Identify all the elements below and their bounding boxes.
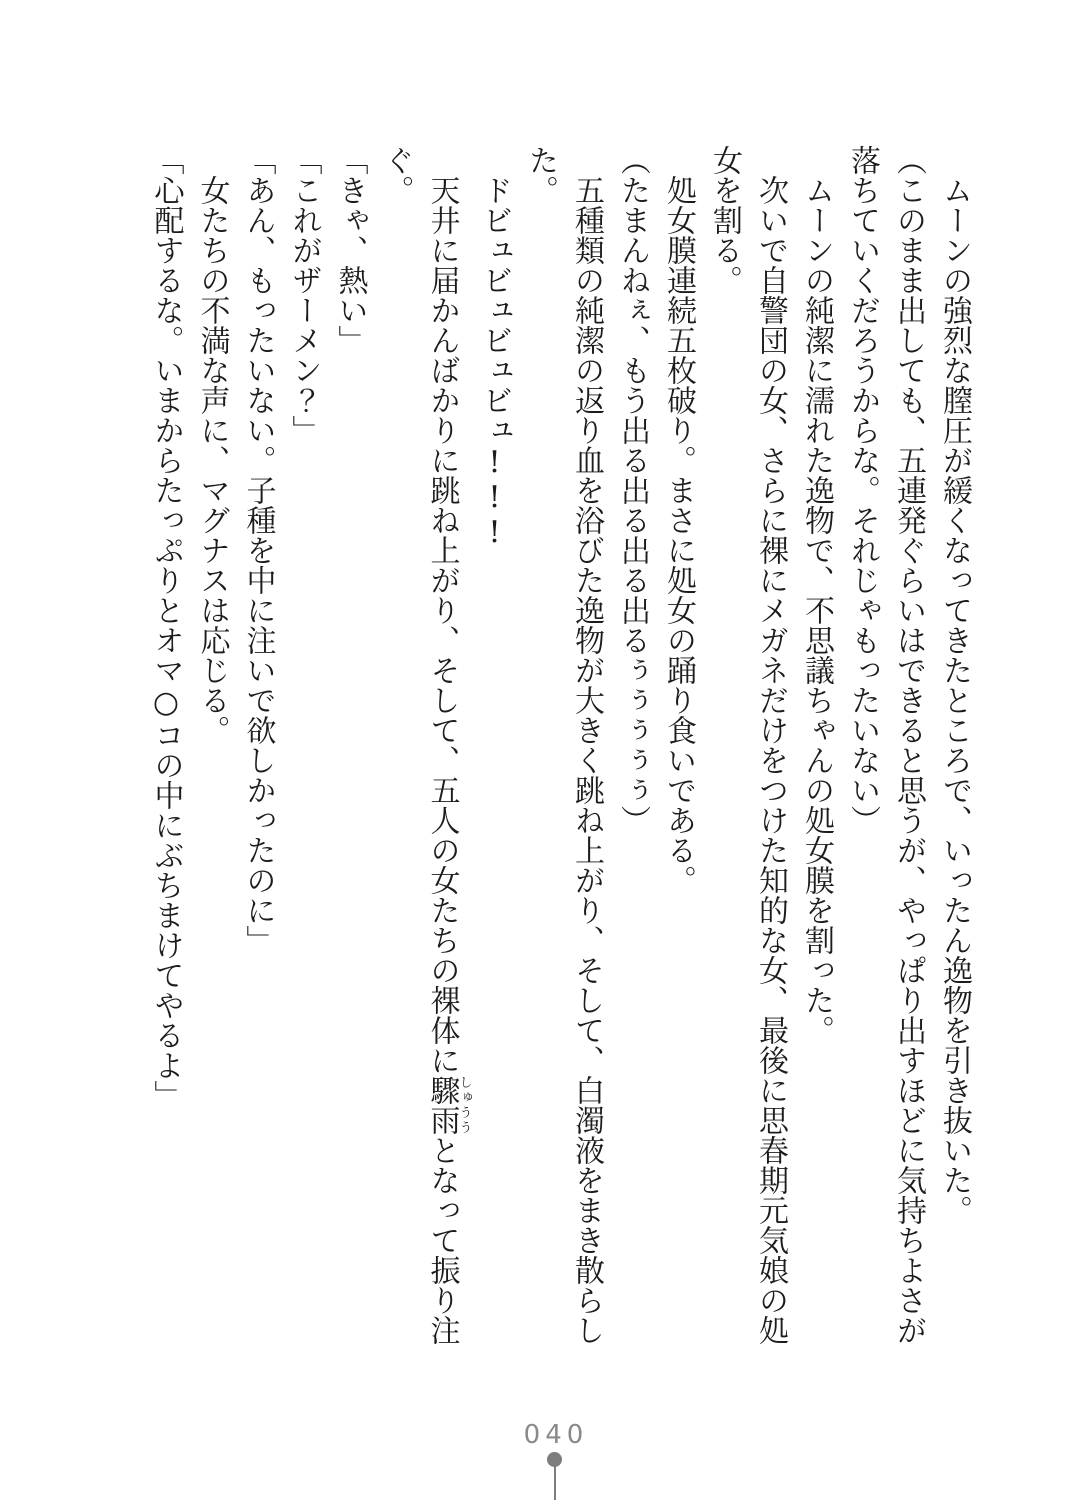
paragraph-narration: 五種類の純潔の返り血を浴びた逸物が大きく跳ね上がり、そして、白濁液をまき散らした。 bbox=[523, 145, 604, 1345]
footer-rule-line bbox=[554, 1464, 556, 1500]
paragraph-narration: 女たちの不満な声に、マグナスは応じる。 bbox=[194, 175, 230, 745]
paragraph-dialogue: 「きゃ、熱い」 bbox=[332, 145, 368, 355]
paragraph-sfx: ドビュビュビュビュ!!! bbox=[477, 175, 512, 550]
paragraph-narration: ムーンの純潔に濡れた逸物で、不思議ちゃんの処女膜を割った。 bbox=[799, 175, 834, 1045]
paragraph-thought: （たまんねぇ、もう出る出る出る出るぅぅぅぅぅ） bbox=[615, 145, 650, 835]
paragraph-dialogue: 「これがザーメン？」 bbox=[286, 145, 322, 445]
text-block bbox=[143, 145, 978, 1345]
paragraph-narration: ムーンの強烈な膣圧が緩くなってきたところで、いったん逸物を引き抜いた。 bbox=[937, 175, 972, 1225]
page-number: 040 bbox=[523, 1420, 589, 1450]
paragraph-narration: 天井に届かんばかりに跳ね上がり、そして、五人の女たちの裸体に驟雨しゅううとなって振り注ぐ。 bbox=[378, 145, 472, 1345]
paragraph-narration: 処女膜連続五枚破り。まさに処女の踊り食いである。 bbox=[661, 175, 696, 895]
paragraph-dialogue: 「あん、もったいない。子種を中に注いで欲しかったのに」 bbox=[240, 145, 276, 955]
paragraph-narration: 次いで自警団の女、さらに裸にメガネだけをつけた知的な女、最後に思春期元気娘の処女を割る。 bbox=[707, 145, 788, 1345]
paragraph-dialogue: 「心配するな。いまからたっぷりとオマ○コの中にぶちまけてやるよ」 bbox=[148, 145, 184, 1110]
ruby-annotated-word: 驟雨しゅうう bbox=[424, 1075, 472, 1135]
paragraph-thought: （このまま出しても、五連発ぐらいはできると思うが、やっぱり出すほどに気持ちよさが落ちていくだろうからな。それじゃもったいない） bbox=[845, 145, 926, 1345]
